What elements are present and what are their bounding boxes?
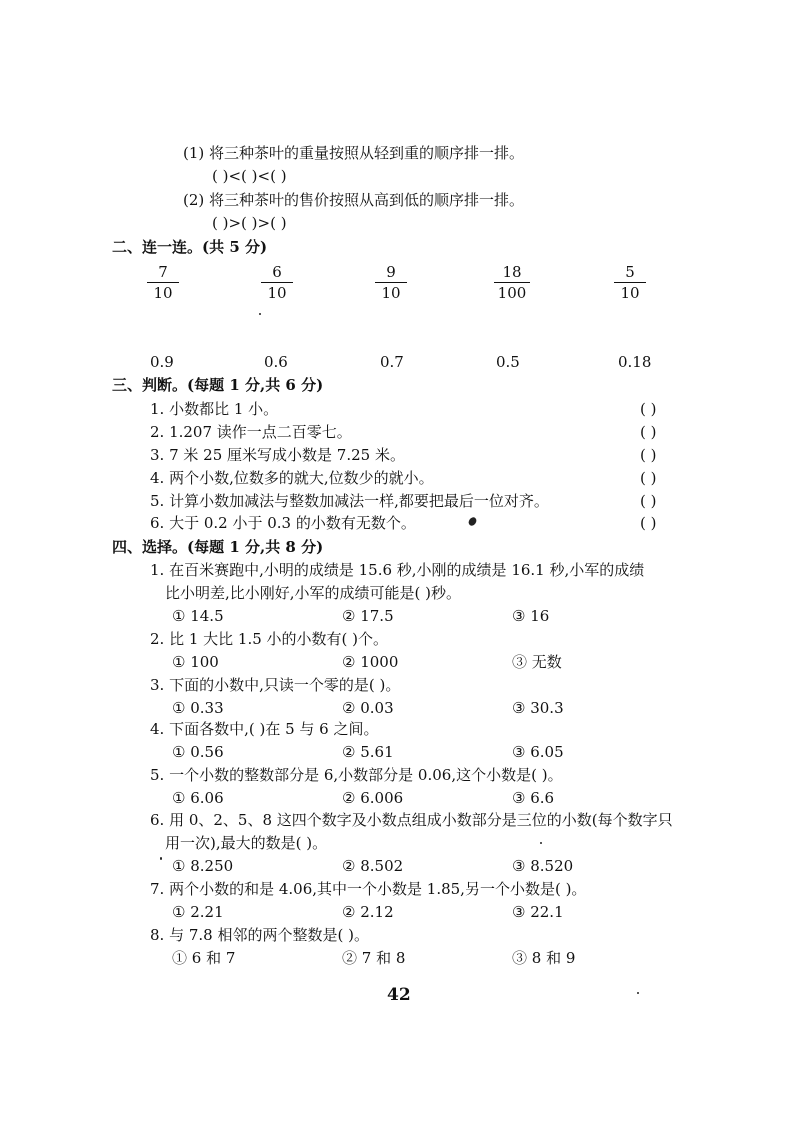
choice-option[interactable]: ① 8.250: [172, 857, 234, 875]
judgment-answer-5[interactable]: ( ): [640, 492, 657, 510]
choice-question-3: 3. 下面的小数中,只读一个零的是( )。: [150, 676, 401, 694]
question-1-text: (1) 将三种茶叶的重量按照从轻到重的顺序排一排。: [183, 144, 525, 162]
fraction-numerator: 6: [272, 263, 282, 281]
choice-question-7: 7. 两个小数的和是 4.06,其中一个小数是 1.85,另一个小数是( )。: [150, 880, 587, 898]
question-2-text: (2) 将三种茶叶的售价按照从高到低的顺序排一排。: [183, 191, 525, 209]
ink-speck: [540, 842, 542, 844]
choice-option[interactable]: ① 0.33: [172, 699, 224, 717]
choice-option[interactable]: ① 6.06: [172, 789, 224, 807]
choice-option[interactable]: ② 7 和 8: [342, 949, 406, 967]
fraction-bar: [494, 282, 530, 283]
fraction-numerator: 9: [386, 263, 396, 281]
judgment-answer-6[interactable]: ( ): [640, 514, 657, 532]
question-1-answer-blanks[interactable]: ( )<( )<( ): [212, 167, 287, 185]
choice-question-5: 5. 一个小数的整数部分是 6,小数部分是 0.06,这个小数是( )。: [150, 766, 563, 784]
judgment-item-2: 2. 1.207 读作一点二百零七。: [150, 423, 352, 441]
choice-option[interactable]: ① 100: [172, 653, 219, 671]
fraction-denominator: 100: [497, 284, 527, 302]
fraction-numerator: 5: [625, 263, 635, 281]
fraction-bar: [261, 282, 293, 283]
choice-option[interactable]: ② 17.5: [342, 607, 394, 625]
choice-option[interactable]: ① 0.56: [172, 743, 224, 761]
choice-option[interactable]: ③ 无数: [512, 653, 562, 671]
section-3-title: 三、判断。(每题 1 分,共 6 分): [112, 376, 324, 394]
choice-question-1-line-2: 比小明差,比小刚好,小军的成绩可能是( )秒。: [165, 584, 462, 602]
fraction-denominator: 10: [620, 284, 640, 302]
choice-option[interactable]: ① 14.5: [172, 607, 224, 625]
choice-question-2: 2. 比 1 大比 1.5 小的小数有( )个。: [150, 630, 389, 648]
judgment-item-3: 3. 7 米 25 厘米写成小数是 7.25 米。: [150, 446, 405, 464]
fraction-denominator: 10: [153, 284, 173, 302]
fraction-denominator: 10: [267, 284, 287, 302]
section-4-title: 四、选择。(每题 1 分,共 8 分): [112, 538, 324, 556]
fraction-numerator: 7: [158, 263, 168, 281]
choice-question-8: 8. 与 7.8 相邻的两个整数是( )。: [150, 926, 369, 944]
choice-option[interactable]: ② 8.502: [342, 857, 404, 875]
judgment-answer-2[interactable]: ( ): [640, 423, 657, 441]
choice-option[interactable]: ③ 30.3: [512, 699, 564, 717]
judgment-answer-1[interactable]: ( ): [640, 400, 657, 418]
judgment-answer-4[interactable]: ( ): [640, 469, 657, 487]
ink-speck: [160, 857, 162, 860]
fraction-3[interactable]: [371, 263, 411, 302]
choice-option[interactable]: ③ 6.6: [512, 789, 555, 807]
decimal-2[interactable]: 0.6: [264, 353, 288, 371]
judgment-item-1: 1. 小数都比 1 小。: [150, 400, 279, 418]
choice-option[interactable]: ③ 16: [512, 607, 550, 625]
judgment-item-4: 4. 两个小数,位数多的就大,位数少的就小。: [150, 469, 434, 487]
decimal-4[interactable]: 0.5: [496, 353, 520, 371]
ink-speck: [259, 313, 261, 315]
ink-speck: [467, 516, 478, 527]
page-number: 42: [387, 985, 411, 1005]
choice-option[interactable]: ③ 8.520: [512, 857, 574, 875]
judgment-item-5: 5. 计算小数加减法与整数加减法一样,都要把最后一位对齐。: [150, 492, 549, 510]
choice-option[interactable]: ② 0.03: [342, 699, 394, 717]
fraction-bar: [614, 282, 646, 283]
choice-option[interactable]: ① 2.21: [172, 903, 224, 921]
decimal-1[interactable]: 0.9: [150, 353, 174, 371]
fraction-bar: [375, 282, 407, 283]
choice-question-4: 4. 下面各数中,( )在 5 与 6 之间。: [150, 720, 379, 738]
fraction-denominator: 10: [381, 284, 401, 302]
decimal-5[interactable]: 0.18: [618, 353, 652, 371]
decimal-3[interactable]: 0.7: [380, 353, 404, 371]
choice-option[interactable]: ③ 22.1: [512, 903, 564, 921]
choice-option[interactable]: ② 5.61: [342, 743, 394, 761]
question-2-answer-blanks[interactable]: ( )>( )>( ): [212, 214, 287, 232]
choice-option[interactable]: ② 2.12: [342, 903, 394, 921]
fraction-bar: [147, 282, 179, 283]
choice-option[interactable]: ② 6.006: [342, 789, 404, 807]
choice-option[interactable]: ③ 8 和 9: [512, 949, 576, 967]
choice-question-1-line-1: 1. 在百米赛跑中,小明的成绩是 15.6 秒,小刚的成绩是 16.1 秒,小军的成绩: [150, 561, 645, 579]
choice-option[interactable]: ① 6 和 7: [172, 949, 236, 967]
fraction-1[interactable]: [143, 263, 183, 302]
fraction-2[interactable]: [257, 263, 297, 302]
choice-option[interactable]: ③ 6.05: [512, 743, 564, 761]
judgment-answer-3[interactable]: ( ): [640, 446, 657, 464]
ink-speck: [637, 992, 639, 994]
judgment-item-6: 6. 大于 0.2 小于 0.3 的小数有无数个。: [150, 514, 416, 532]
fraction-4[interactable]: [490, 263, 534, 302]
fraction-5[interactable]: [610, 263, 650, 302]
section-2-title: 二、连一连。(共 5 分): [112, 238, 268, 256]
choice-question-6-line-1: 6. 用 0、2、5、8 这四个数字及小数点组成小数部分是三位的小数(每个数字只: [150, 811, 673, 829]
choice-option[interactable]: ② 1000: [342, 653, 399, 671]
fraction-numerator: 18: [502, 263, 522, 281]
choice-question-6-line-2: 用一次),最大的数是( )。: [165, 834, 328, 852]
